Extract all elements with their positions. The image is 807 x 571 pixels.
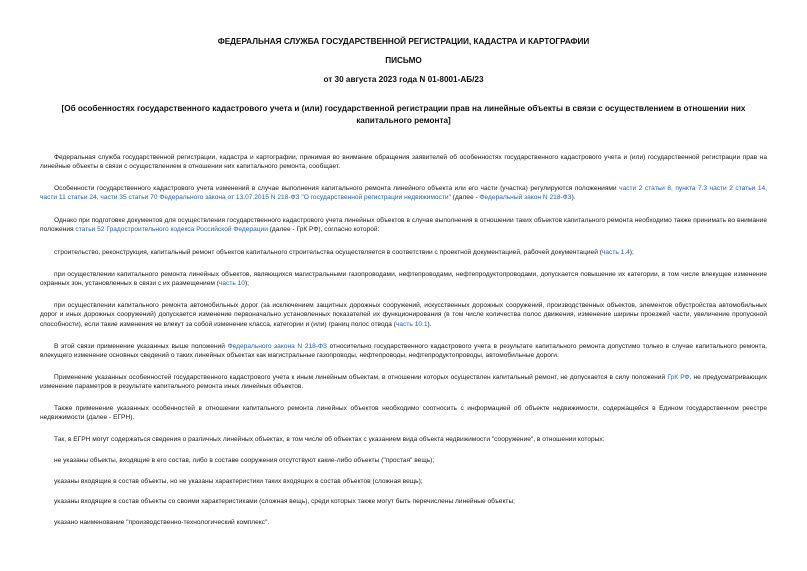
document-date-number: от 30 августа 2023 года N 01-8001-АБ/23 <box>323 75 484 84</box>
paragraph-5-text-1: при осуществлении капитального ремонта линейных объектов, являющихся магистральными газопроводами, нефтепроводами, нефтепродуктопроводами, допускается повышение их категории, в том числе влекущее изменение охранных зон, установленных в связи с их размещением ( <box>40 271 767 288</box>
paragraph-2 <box>40 184 767 203</box>
paragraph-7 <box>40 342 767 361</box>
link-law-218-articles[interactable]: части 2 статьи 8, пункта 7.3 части 2 статьи 14, части 11 статьи 24, части 35 статьи 70 Федерального закона от 13.07.2015 N 218-ФЗ "О государственной регистрации недвижимости" <box>40 185 768 202</box>
paragraph-9: Также применение указанных особенностей в отношении капитального ремонта линейных объектов необходимо соотносить с информацией об объекте недвижимости, содержащейся в Едином государственном реестре недвижимости (далее - ЕГРН). <box>40 405 767 422</box>
paragraph-1: Федеральная служба государственной регистрации, кадастра и картографии, принимая во внимание обращения заявителей об особенностях государственного кадастрового учета и (или) государственной регистрации прав на линейные объекты в связи с осуществлением в отношении них капитального ремонта, сообщает. <box>40 154 767 171</box>
paragraph-6 <box>40 301 767 329</box>
paragraph-2-text-3: ). <box>571 194 576 202</box>
paragraph-4-text-2: ); <box>629 249 634 256</box>
paragraph-5 <box>40 270 767 289</box>
paragraph-7-text-1: В этой связи применение указанных выше положений <box>54 343 228 350</box>
paragraph-14: указано наименование "производственно-технологический комплекс". <box>54 519 270 526</box>
paragraph-6-text-1: при осуществлении капитального ремонта автомобильных дорог (за исключением защитных дорожных сооружений, искусственных дорожных сооружений, производственных объектов, элементов обустройства автомобильных дорог и иных дорожных сооружений) допускается изменение первоначально установленных показателей их функционирования (в том числе количества полос движения, изменение ширины проезжей части, увеличение пропускной способности), если такие изменения не влекут за собой изменение класса, категории и (или) границ полос отвода ( <box>40 302 767 328</box>
paragraph-2-text-1: Особенности государственного кадастрового учета изменений в случае выполнения капитального ремонта линейного объекта или его части (участка) регулируются положениями <box>54 185 620 192</box>
document-kind: ПИСЬМО <box>385 56 422 65</box>
paragraph-3 <box>40 216 767 235</box>
paragraph-5-text-2: ); <box>244 280 249 288</box>
paragraph-2-text-2: (далее - <box>450 194 480 202</box>
paragraph-8-text-1: Применение указанных особенностей государственного кадастрового учета к иным линейным объектам, в отношении которых осуществлен капитальный ремонт, не допускается в силу положений <box>54 374 668 381</box>
document-subject: [Об особенностях государственного кадастрового учета и (или) государственной регистрации прав на линейные объекты в связи с осуществлением в отношении них капитального ремонта] <box>61 104 746 125</box>
paragraph-10: Так, в ЕГРН могут содержаться сведения о различных линейных объектах, в том числе об объектах с указанием вида объекта недвижимости "сооружение", в отношении которых: <box>54 436 605 443</box>
paragraph-13: указаны входящие в состав объекты со своими характеристиками (сложная вещь), среди которых также могут быть перечислены линейные объекты; <box>54 498 516 505</box>
paragraph-7-text-2: относительно государственного кадастрового учета в результате капитального ремонта допустимо только в случае капитального ремонта, влекущего изменение основных сведений о таких линейных объектах как магистральные газопроводы, нефтепроводы, нефтепродуктопроводы, автомобильные дороги. <box>40 343 768 360</box>
link-law-218-fz[interactable]: Федерального закона N 218-ФЗ <box>227 343 328 350</box>
link-law-218[interactable]: Федеральный закон N 218-ФЗ <box>479 194 572 202</box>
link-part-10[interactable]: часть 10 <box>218 280 245 288</box>
link-part-10-1[interactable]: часть 10.1 <box>395 320 428 328</box>
link-grk-article-52[interactable]: статьи 52 Градостроительного кодекса Российской Федерации <box>75 226 268 234</box>
paragraph-6-text-2: ). <box>427 320 432 328</box>
paragraph-8 <box>40 373 767 392</box>
link-grk-rf[interactable]: ГрК РФ <box>667 374 690 381</box>
paragraph-4-text-1: строительство, реконструкция, капитальный ремонт объектов капитального строительства осуществляется в соответствии с проектной документацией, рабочей документацией ( <box>54 249 602 256</box>
paragraph-3-text-2: (далее - ГрК РФ), согласно которой: <box>267 226 380 234</box>
paragraph-12: указаны входящие в состав объекты, но не указаны характеристики таких входящих в состав объектов (сложная вещь); <box>54 478 423 485</box>
paragraph-3-text-1: Однако при подготовке документов для осуществления государственного кадастрового учета линейных объектов в случае выполнения в отношении таких объектов капитального ремонта необходимо также принимать во внимание положения <box>40 217 767 234</box>
paragraph-4 <box>40 248 767 257</box>
agency-name: ФЕДЕРАЛЬНАЯ СЛУЖБА ГОСУДАРСТВЕННОЙ РЕГИСТРАЦИИ, КАДАСТРА И КАРТОГРАФИИ <box>217 37 590 46</box>
link-part-1-4[interactable]: часть 1.4 <box>601 249 630 256</box>
paragraph-11: не указаны объекты, входящие в его состав, либо в составе сооружения отсутствуют какие-либо объекты ("простая" вещь); <box>54 457 435 464</box>
paragraph-8-text-2: , не предусматривающих изменение параметров в результате капитального ремонта иных линейных объектов. <box>40 374 767 391</box>
